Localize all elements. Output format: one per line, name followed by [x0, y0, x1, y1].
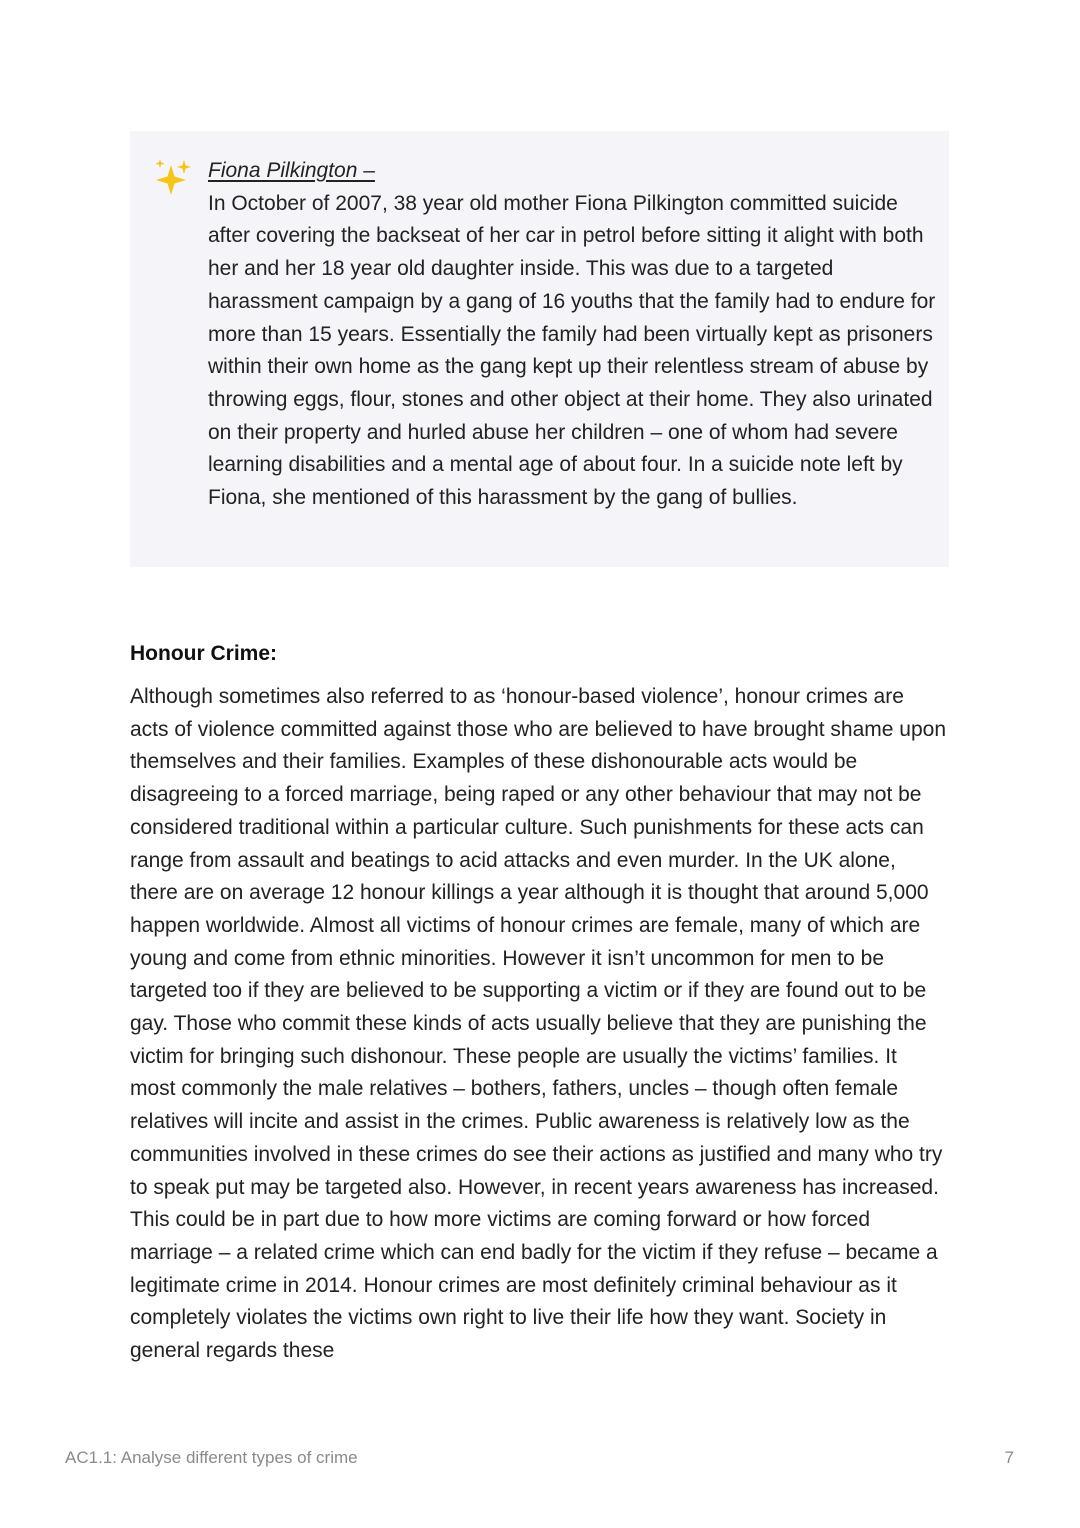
section-heading: Honour Crime:: [130, 642, 277, 665]
footer-label: AC1.1: Analyse different types of crime: [65, 1448, 358, 1467]
page-number: 7: [1004, 1448, 1014, 1467]
sparkles-icon: [151, 157, 195, 201]
callout-content: [208, 155, 938, 515]
section-body: Although sometimes also referred to as ‘honour-based violence’, honour crimes are acts of violence committed against those who are believed to have brought shame upon themselves and their families. Examples of these dishonourable acts would be disagreeing to a forced marriage, being raped or any other behaviour that may not be considered traditional within a particular culture. Such punishments for these acts can range from assault and beatings to acid attacks and even murder. In the UK alone, there are on average 12 honour killings a year although it is thought that around 5,000 happen worldwide. Almost all victims of honour crimes are female, many of which are young and come from ethnic minorities. However it isn’t uncommon for men to be targeted too if they are believed to be supporting a victim or if they are found out to be gay. Those who commit these kinds of acts usually believe that they are punishing the victim for bringing such dishonour. These people are usually the victims’ families. It most commonly the male relatives – bothers, fathers, uncles – though often female relatives will incite and assist in the crimes. Public awareness is relatively low as the communities involved in these crimes do see their actions as justified and many who try to speak put may be targeted also. However, in recent years awareness has increased. This could be in part due to how more victims are coming forward or how forced marriage – a related crime which can end badly for the victim if they refuse – became a legitimate crime in 2014. Honour crimes are most definitely criminal behaviour as it completely violates the victims own right to live their life how they want. Society in general regards these: [130, 685, 946, 1363]
case-study-title: Fiona Pilkington –: [208, 159, 375, 182]
case-study-callout: [130, 131, 949, 567]
case-study-text: In October of 2007, 38 year old mother Fiona Pilkington committed suicide after covering the backseat of her car in petrol before sitting it alight with both her and her 18 year old daughter inside. This was due to a targeted harassment campaign by a gang of 16 youths that the family had to endure for more than 15 years. Essentially the family had been virtually kept as prisoners within their own home as the gang kept up their relentless stream of abuse by throwing eggs, flour, stones and other object at their home. They also urinated on their property and hurled abuse her children – one of whom had severe learning disabilities and a mental age of about four. In a suicide note left by Fiona, she mentioned of this harassment by the gang of bullies.: [208, 191, 936, 510]
